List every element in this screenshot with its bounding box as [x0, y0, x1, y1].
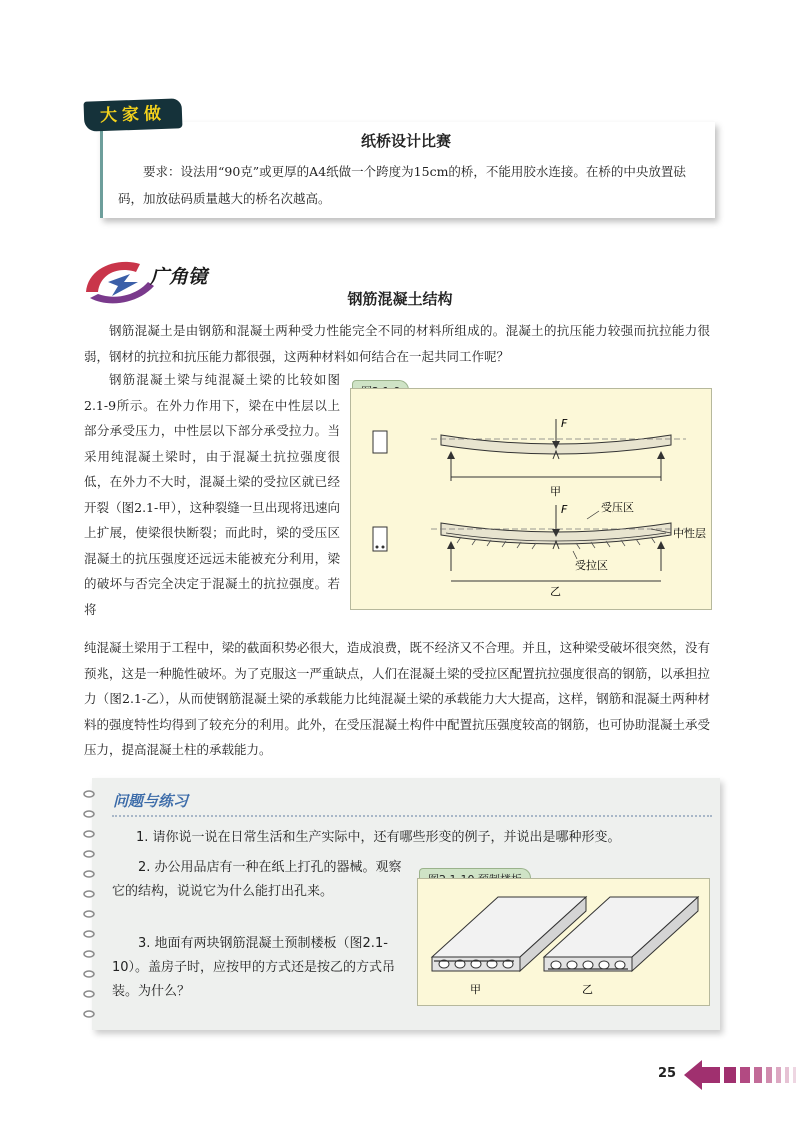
question-3: 3. 地面有两块钢筋混凝土预制楼板（图2.1-10）。盖房子时，应按甲的方式还是按乙的方式吊装。为什么？	[112, 936, 396, 999]
activity-title: 纸桥设计比赛	[360, 132, 451, 150]
paragraph-conclusion: 纯混凝土梁用于工程中，梁的截面积势必很大，造成浪费，既不经济又不合理。并且，这种梁受破坏很突然，没有预兆，这是一种脆性破坏。为了克服这一严重缺点，人们在混凝土梁的受拉区配置抗拉强度很高的钢筋，以承担拉力（图2.1-乙），从而使钢筋混凝土梁的承载能力比纯混凝土梁的承载能力大大提高，这样，钢筋和混凝土两种材料的强度特性均得到了较充分的利用。此外，在受压混凝土构件中配置抗压强度较高的钢筋，也可协助混凝土承受压力，提高混凝土柱的承载能力。	[84, 640, 710, 757]
page-arrow-icon	[684, 1058, 800, 1092]
activity-tag-label: 大家做	[99, 103, 167, 127]
label-jia: 甲	[550, 485, 561, 498]
paragraph-comparison: 钢筋混凝土梁与纯混凝土梁的比较如图2.1-9所示。在外力作用下，梁在中性层以上部分承受压力，中性层以下部分承受拉力。当采用纯混凝土梁时，由于混凝土抗拉强度很低，在外力不大时，混凝土梁的受拉区就已经开裂（图2.1-甲），这种裂缝一旦出现将迅速向上扩展，使梁很快断裂；而此时，梁的受压区混凝土的抗压强度还远远未能被充分利用，梁的破坏与否完全决定于混凝土的抗拉强度。若将	[84, 372, 340, 617]
spiral-binding-icon	[82, 784, 96, 1024]
cross-section-reinforced	[373, 527, 387, 551]
slab-label-yi: 乙	[582, 983, 593, 996]
page-number: 25	[658, 1066, 677, 1081]
question-2: 2. 办公用品店有一种在纸上打孔的器械。观察它的结构，说说它为什么能打出孔来。	[112, 860, 402, 899]
section-title: 钢筋混凝土结构	[347, 290, 453, 308]
label-tension-zone: 受拉区	[575, 559, 608, 572]
slab-diagram	[418, 879, 709, 1005]
label-yi: 乙	[550, 585, 561, 598]
label-compression-zone: 受压区	[601, 501, 634, 514]
figure-beam-comparison	[350, 388, 712, 610]
paragraph-intro: 钢筋混凝土是由钢筋和混凝土两种受力性能完全不同的材料所组成的。混凝土的抗压能力较强而抗拉能力很弱，钢材的抗拉和抗压能力都很强，这两种材料如何结合在一起共同工作呢？	[84, 323, 710, 364]
wide-angle-label: 广角镜	[150, 266, 208, 288]
force-label-1: F	[561, 417, 568, 430]
exercise-title: 问题与练习	[113, 792, 189, 810]
exercise-divider	[112, 815, 712, 817]
figure-precast-slabs	[417, 878, 710, 1006]
activity-tag	[84, 98, 183, 131]
slab-label-jia: 甲	[470, 983, 481, 996]
label-neutral-layer: 中性层	[673, 527, 706, 540]
force-label-2: F	[561, 503, 568, 516]
cross-section-plain	[373, 431, 387, 453]
question-1: 1. 请你说一说在日常生活和生产实际中，还有哪些形变的例子，并说出是哪种形变。	[136, 830, 621, 845]
beam-diagram	[351, 389, 711, 609]
activity-text: 要求：设法用“90克”或更厚的A4纸做一个跨度为15cm的桥，不能用胶水连接。在桥的中央放置砝码，加放砝码质量越大的桥名次越高。	[118, 164, 686, 206]
